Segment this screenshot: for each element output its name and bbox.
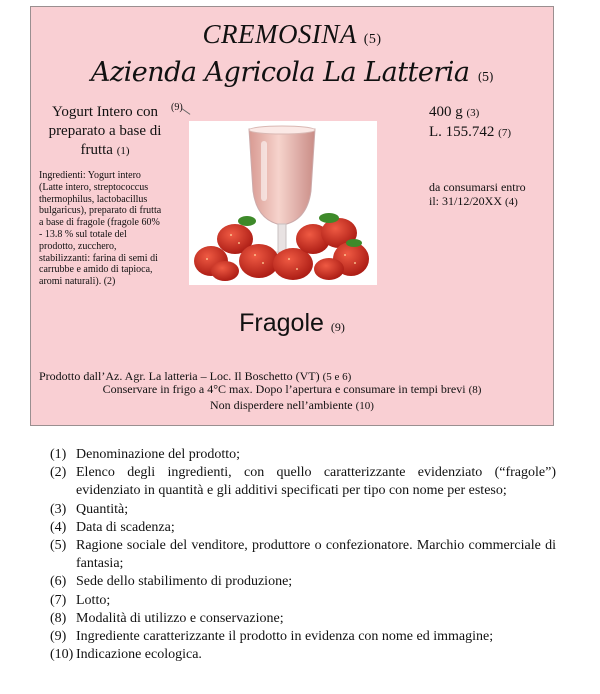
ingredients-list: Ingredienti: Yogurt intero (Latte intero, streptococcus thermophilus, lactobacillus bulgaricus), preparato di frutta a base di fragole (fragole 60% - 13.8 % sul totale del prodotto, zucchero, stabilizzanti: farina di semi di carrubbe e amido di tapioca, aromi naturali). (2): [39, 170, 162, 288]
product-label: [30, 6, 554, 426]
storage-instructions: Conservare in frigo a 4°C max. Dopo l’apertura e consumare in tempi brevi (8): [102, 382, 482, 396]
list-item: (6) Sede dello stabilimento di produzione;: [50, 574, 293, 590]
list-item: (2) Elenco degli ingredienti, con quello caratterizzante evidenziato (“fragole”) evidenziato in quantità e gli additivi specificati per tipo con nome per esteso;: [50, 465, 556, 499]
label-legend: [50, 446, 556, 664]
brand-name: CREMOSINA (5): [202, 19, 382, 49]
expiry-date: da consumarsi entro il: 31/12/20XX (4): [429, 180, 526, 208]
producer-info: Prodotto dall’Az. Agr. La latteria – Loc. Il Boschetto (VT) (5 e 6): [39, 369, 352, 383]
image-pointer-line: [182, 108, 191, 115]
list-item: (9) Ingrediente caratterizzante il prodotto in evidenza con nome ed immagine;: [50, 629, 494, 645]
ecological-notice: Non disperdere nell’ambiente (10): [210, 398, 374, 412]
quantity-and-lot: 400 g (3) L. 155.742 (7): [429, 104, 511, 140]
list-item: (10) Indicazione ecologica.: [50, 647, 202, 663]
list-item: (7) Lotto;: [50, 592, 111, 608]
list-item: (3) Quantità;: [50, 501, 129, 517]
list-item: (1) Denominazione del prodotto;: [50, 447, 241, 462]
flavour-title: Fragole (9): [239, 309, 345, 337]
strawberry-yogurt-glass-image: [189, 121, 377, 285]
list-item: (4) Data di scadenza;: [50, 519, 175, 535]
farm-name: Azienda Agricola La Latteria (5): [90, 57, 494, 88]
image-reference-number: (9): [171, 102, 183, 113]
list-item: (5) Ragione sociale del venditore, produttore o confezionatore. Marchio commerciale di fantasia;: [50, 538, 556, 572]
product-denomination: Yogurt Intero con preparato a base di frutta (1): [48, 104, 162, 158]
list-item: (8) Modalità di utilizzo e conservazione;: [50, 610, 284, 626]
